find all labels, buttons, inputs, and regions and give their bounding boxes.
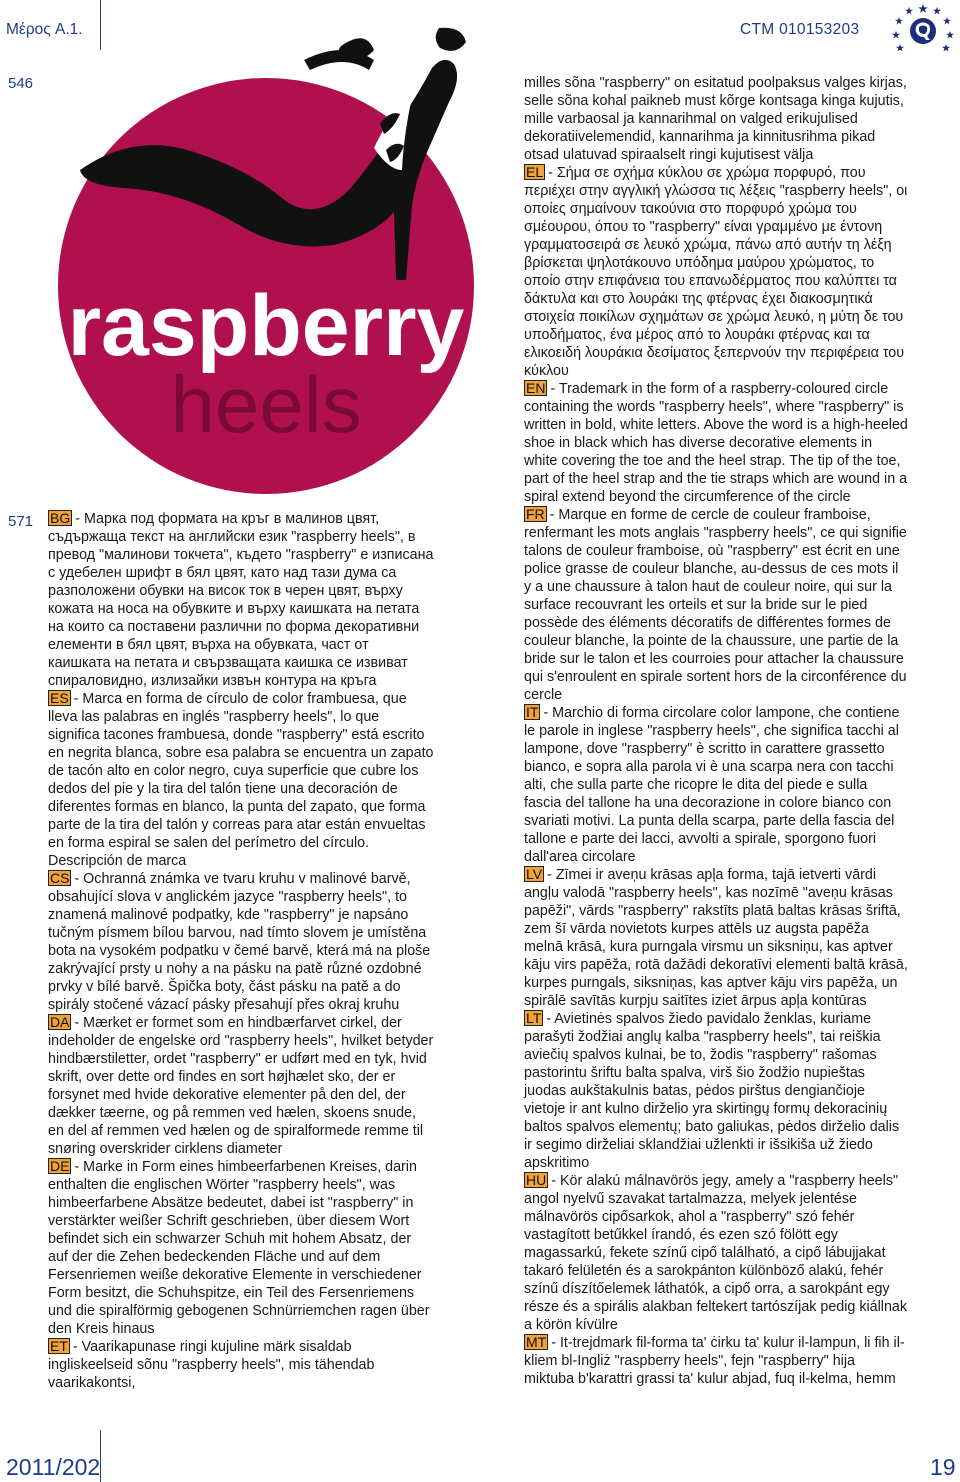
descriptions-right-column	[524, 74, 908, 1388]
desc-text: - Σήμα σε σχήμα κύκλου σε χρώμα πορφυρό, που περιέχει στην αγγλική γλώσσα τις λέξεις "raspberry heels", οι οποίες σημαίνουν τακούνια στο πορφυρό χρώμα του σμέουρου, όπου το "raspberry" είναι γραμμένο με έντονη γραμματοσειρά σε λευκό χρώμα, πάνω από αυτήν τη λέξη βρίσκεται ψηλοτάκουνο υπόδημα μαύρου χρώματος, το οποίο στην επιφάνεια του επανωδέρματος που καλύπτει τα δάκτυλα και στο λουράκι της φτέρνας έχει διακοσμητικά στοιχεία ποικίλων σχημάτων σε χρώμα λευκό, η μύτη δε του υποδήματος, ένα μέρος από το λουράκι φτέρνας και τα ελικοειδή λουράκια δεσίματος ξεπερνούν την περιφέρεια του κύκλου	[524, 165, 908, 379]
application-field-code: 546	[8, 75, 34, 92]
desc-text: - Avietinės spalvos žiedo pavidalo ženklas, kuriame parašyti žodžiai anglų kalba "raspberry heels", tai reiškia aviečių spalvos kulnai, be to, žodis "raspberry" rašomas pastorintu šriftu balta spalva, virš šio žodžio nupieštas juodas aukštakulnis batas, pėdos pirštus dengiančioje vietoje ir ant kulno dirželio yra skirtingų formų dekoracinių baltos spalvos elementų; bato galiukas, pėdos dirželio dalis ir segimo dirželiai sklandžiai užlenkti ir išsikiša už žiedo apskritimo	[524, 1011, 900, 1171]
lang-code: EN	[526, 380, 546, 396]
desc-da	[48, 1014, 434, 1158]
lang-code: EL	[526, 164, 544, 180]
lang-code: FR	[526, 506, 545, 522]
desc-text: - Vaarikapunase ringi kujuline märk sisaldab ingliskeelseid sõnu "raspberry heels", mis tähendab vaarikakontsi,	[48, 1339, 375, 1391]
desc-text: - It-trejdmark fil-forma ta' ċirku ta' kulur il-lampun, li fih il-kliem bl-Ingliż "raspberry heels", fejn "raspberry" hija miktuba b'karattri grassi ta' kulur abjad, fuq il-kelma, hemm	[524, 1335, 905, 1387]
desc-text: - Ochranná známka ve tvaru kruhu v malinové barvě, obsahující slova v anglickém jazyce "raspberry heels", to znamená malinové podpatky, kde "raspberry" je napsáno tučným písmem bílou barvou, nad tímto slovem je umístěna bota na vysokém podpatku v čemé barvě, která má na ploše zakrývající prsty u nohy a na pásku na patě různé ozdobné prvky v bílé barvě. Špička boty, část pásku na patě a do spirály stočené vázací pásky přesahují přes okraj kruhu	[48, 871, 431, 1013]
desc-text: - Trademark in the form of a raspberry-coloured circle containing the words "raspberry heels", where "raspberry" is written in bold, white letters. Above the word is a high-heeled shoe in black which has diverse decorative elements in white covering the toe and the heel strap. The tip of the toe, part of the heel strap and the tie straps which are wound in a spiral extend beyond the circumference of the circle	[524, 381, 908, 505]
desc-lt	[524, 1010, 908, 1172]
lang-code: DE	[50, 1158, 70, 1174]
desc-text: - Марка под формата на кръг в малинов цвят, съдържаща текст на английски език "raspberry heels", в превод "малинови токчета", където "raspberry" е изписана с удебелен шрифт в бял цвят, като над тази дума са разположени обувки на висок ток в черен цвят, върху кожата на носа на обувките и върху каишката на петата на които са поставени различни по форма декоративни елементи в бял цвят, върха на обувката, част от каишката на петата и свързващата каишка се извиват спираловидно, излизайки извън контура на кръга	[48, 511, 434, 689]
desc-es	[48, 690, 434, 870]
section-reference: Μέρος A.1.	[6, 21, 83, 38]
raspberry-heels-logo	[44, 20, 490, 500]
desc-text: - Marque en forme de cercle de couleur framboise, renfermant les mots anglais "raspberry heels", ce qui signifie talons de couleur framboise, où "raspberry" est écrit en une police grasse de couleur blanche, au-dessus de ces mots il y a une chaussure à talon haut de couleur noire, qui sur la surface recouvrant les orteils et sur la bride sur le pied possède des éléments décoratifs de différentes formes de couleur blanche, la pointe de la chaussure, une partie de la bride sur le talon et les courroies pour attacher la chaussure qui s'enroulent en spirale sortent hors de la circonférence du cercle	[524, 507, 907, 703]
desc-hu	[524, 1172, 908, 1334]
logo-word-raspberry: raspberry	[67, 278, 465, 374]
lang-code: LV	[526, 866, 543, 882]
desc-mt	[524, 1334, 908, 1388]
desc-de	[48, 1158, 434, 1338]
page-number: 19	[930, 1454, 956, 1480]
bulletin-issue: 2011/202	[6, 1454, 101, 1480]
desc-text: - Mærket er formet som en hindbærfarvet cirkel, der indeholder de engelske ord "raspberry heels", hvilket betyder hindbærstiletter, ordet "raspberry" er udført med en tyk, hvid skrift, over dette ord findes en sort højhælet sko, der er forsynet med hvide dekorative elementer på den del, der dækker tæerne, og på remmen ved hælen, skoens snude, en del af remmen ved hælen og de spiralformede remme til snøring overskrider cirklens diameter	[48, 1015, 434, 1157]
desc-text: - Marca en forma de círculo de color frambuesa, que lleva las palabras en inglés "raspberry heels", lo que significa tacones frambuesa, donde "raspberry" está escrito en negrita blanca, sobre esa palabra se encuentra un zapato de tacón alto en color negro, cuya superficie que cubre los dedos del pie y la tira del talón tiene una decoración de diferentes formas en blanco, la punta del zapato, que forma parte de la tira del talón y correas para atar están envueltas en forma espiral se salen del perímetro del círculo. Descripción de marca	[48, 691, 434, 869]
desc-text: - Zīmei ir aveņu krāsas apļa forma, tajā ietverti vārdi angļu valodā "raspberry heels", kas nozīmē "aveņu krāsas papēži", vārds "raspberry" rakstīts platā baltas krāsas šriftā, zem šī vārda novietots kurpes attēls uz augsta papēža melnā krāsā, kura purngala virsmu un siksniņu, kas aptver kāju virs papēža, rotā dažādi dekoratīvi elementi baltā krāsā, kurpes purngals, siksniņas, kas aptver kāju virs papēža, un spirālē savītās kurpju saitītes iziet ārpus apļa kontūras	[524, 867, 908, 1009]
description-field-code: 571	[8, 513, 34, 530]
logo-word-heels: heels	[170, 360, 362, 449]
lang-code: BG	[50, 510, 71, 526]
lang-code: CS	[50, 870, 70, 886]
lang-code: IT	[526, 704, 539, 720]
lang-code: DA	[50, 1014, 70, 1030]
lang-code: ES	[50, 690, 69, 706]
desc-fr	[524, 506, 908, 704]
desc-lv	[524, 866, 908, 1010]
desc-bg	[48, 510, 434, 690]
desc-et-continued	[524, 74, 908, 164]
lang-code: LT	[526, 1010, 542, 1026]
lang-code: MT	[526, 1334, 547, 1350]
desc-et-start	[48, 1338, 434, 1392]
lang-code: ET	[50, 1338, 68, 1354]
desc-cs	[48, 870, 434, 1014]
mark-number: CTM 010153203	[740, 21, 860, 38]
desc-en	[524, 380, 908, 506]
desc-text: - Marke in Form eines himbeerfarbenen Kreises, darin enthalten die englischen Wörter "raspberry heels", was himbeerfarbene Absätze bedeutet, dabei ist "raspberry" in verstärkter weißer Schrift geschrieben, über diesem Wort befindet sich ein schwarzer Schuh mit hohem Absatz, der auf der die Zehen bedeckenden Fläche und auf dem Fersenriemen weiße dekorative Elemente in verschiedener Form besitzt, die Schuhspitze, ein Teil des Fersenriemens und die spiralförmig gebogenen Schnürriemchen ragen über den Kreis hinaus	[48, 1159, 430, 1337]
lang-code: HU	[526, 1172, 547, 1188]
desc-it	[524, 704, 908, 866]
desc-el	[524, 164, 908, 380]
desc-text: - Kör alakú málnavörös jegy, amely a "raspberry heels" angol nyelvű szavakat tartalmazza, melyek jelentése málnavörös cipősarkok, ahol a "raspberry" szó fehér vastagított betűkkel írandó, és ezen szó fölött egy magassarkú, fekete színű cipő található, a cipő lábujjakat takaró felületén és a sarokpánton különböző alakú, fehér színű díszítőelemek láthatók, a cipő orra, a sarokpánt egy része és a spirális alakban feltekert tartószíjak pedig kiállnak a körön kívülre	[524, 1173, 908, 1333]
ohim-emblem-icon	[890, 2, 956, 58]
descriptions-left-column	[48, 510, 434, 1392]
desc-text: milles sõna "raspberry" on esitatud poolpaksus valges kirjas, selle sõna kohal paikneb must kõrge kontsaga kinga kujutis, mille varbaosal ja kannarihmal on valged erikujulised dekoratiivelemendid, kannarihma ja kinnitusrihma pikad otsad ulatuvad spiraalselt ringi kujutisest välja	[524, 75, 907, 163]
desc-text: - Marchio di forma circolare color lampone, che contiene le parole in inglese "raspberry heels", che significa tacchi al lampone, dove "raspberry" è scritto in carattere grassetto bianco, e sopra alla parola vi è una scarpa nera con tacchi alti, che sulla parte che ricopre le dita del piede e sulla fascia del tallone ha una decorazione in colore bianco con svariati motivi. La punta della scarpa, parte della fascia del tallone e parte dei lacci, avvolti a spirale, sporgono fuori dall'area circolare	[524, 705, 900, 865]
